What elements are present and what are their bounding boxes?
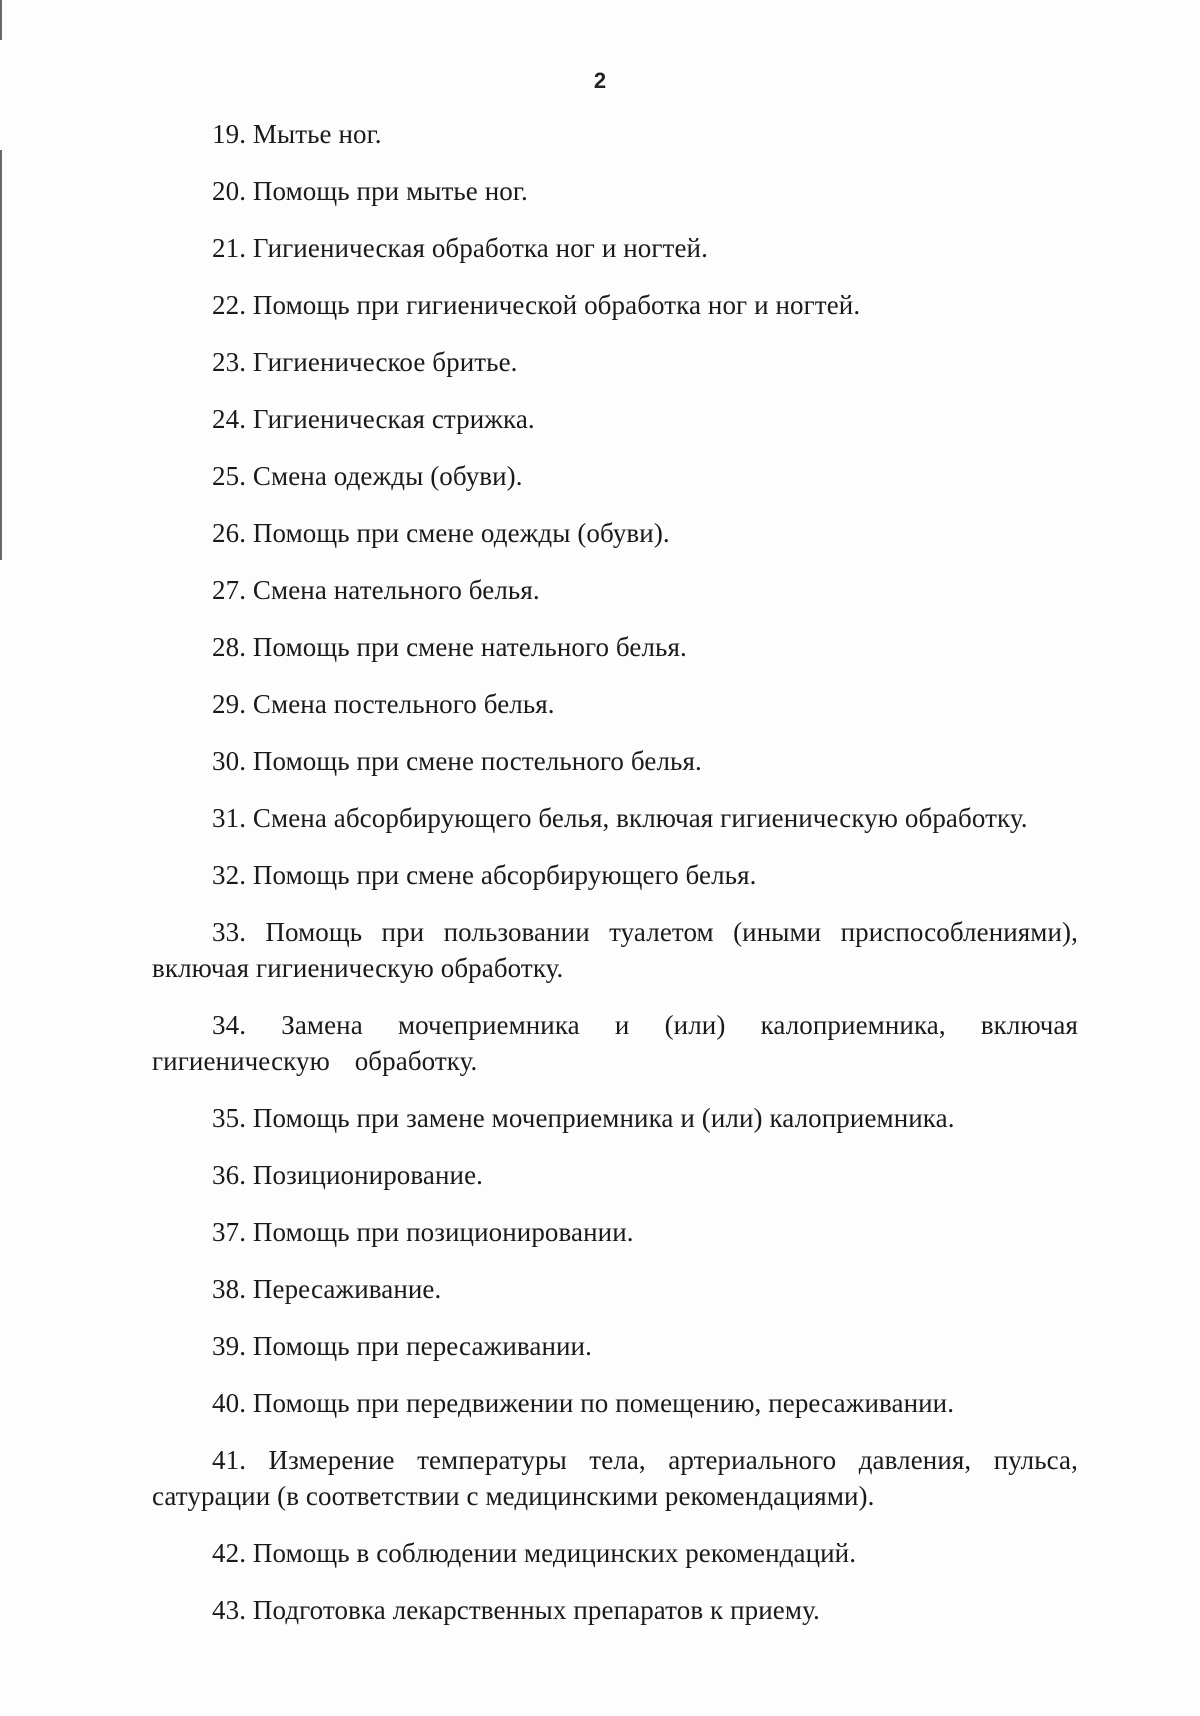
list-item: 19. Мытье ног. <box>212 119 382 149</box>
list-item: 21. Гигиеническая обработка ног и ногтей. <box>212 233 708 263</box>
list-item: 41. Измерение температуры тела, артериального давления, пульса, сатурации (в соответствии с медицинскими рекомендациями). <box>152 1445 1078 1511</box>
list-item: 37. Помощь при позиционировании. <box>212 1217 634 1247</box>
list-item: 20. Помощь при мытье ног. <box>212 176 528 206</box>
scan-edge-mark <box>0 0 2 40</box>
list-item: 35. Помощь при замене мочеприемника и (или) калоприемника. <box>212 1103 955 1133</box>
list-item: 42. Помощь в соблюдении медицинских рекомендаций. <box>212 1538 857 1568</box>
list-item: 25. Смена одежды (обуви). <box>212 461 523 491</box>
list-item: 40. Помощь при передвижении по помещению, пересаживании. <box>212 1388 955 1418</box>
list-item: 43. Подготовка лекарственных препаратов к приему. <box>212 1595 820 1625</box>
scan-edge-mark <box>0 150 2 560</box>
list-item: 24. Гигиеническая стрижка. <box>212 404 535 434</box>
list-item: 30. Помощь при смене постельного белья. <box>212 746 702 776</box>
list-item: 23. Гигиеническое бритье. <box>212 347 518 377</box>
list-item: 36. Позиционирование. <box>212 1160 484 1190</box>
list-item: 22. Помощь при гигиенической обработка ног и ногтей. <box>212 290 861 320</box>
list-item: 29. Смена постельного белья. <box>212 689 555 719</box>
list-item: 27. Смена нательного белья. <box>212 575 540 605</box>
list-item: 33. Помощь при пользовании туалетом (иными приспособлениями), включая гигиеническую обработку. <box>152 917 1078 983</box>
list-item: 39. Помощь при пересаживании. <box>212 1331 592 1361</box>
list-item: 28. Помощь при смене нательного белья. <box>212 632 687 662</box>
services-list <box>152 116 1078 1649</box>
list-item: 34. Замена мочеприемника и (или) калоприемника, включая гигиеническую обработку. <box>152 1010 1078 1076</box>
list-item: 26. Помощь при смене одежды (обуви). <box>212 518 670 548</box>
page-number: 2 <box>593 68 607 93</box>
list-item: 31. Смена абсорбирующего белья, включая гигиеническую обработку. <box>212 803 1028 833</box>
list-item: 32. Помощь при смене абсорбирующего белья. <box>212 860 757 890</box>
list-item: 38. Пересаживание. <box>212 1274 442 1304</box>
